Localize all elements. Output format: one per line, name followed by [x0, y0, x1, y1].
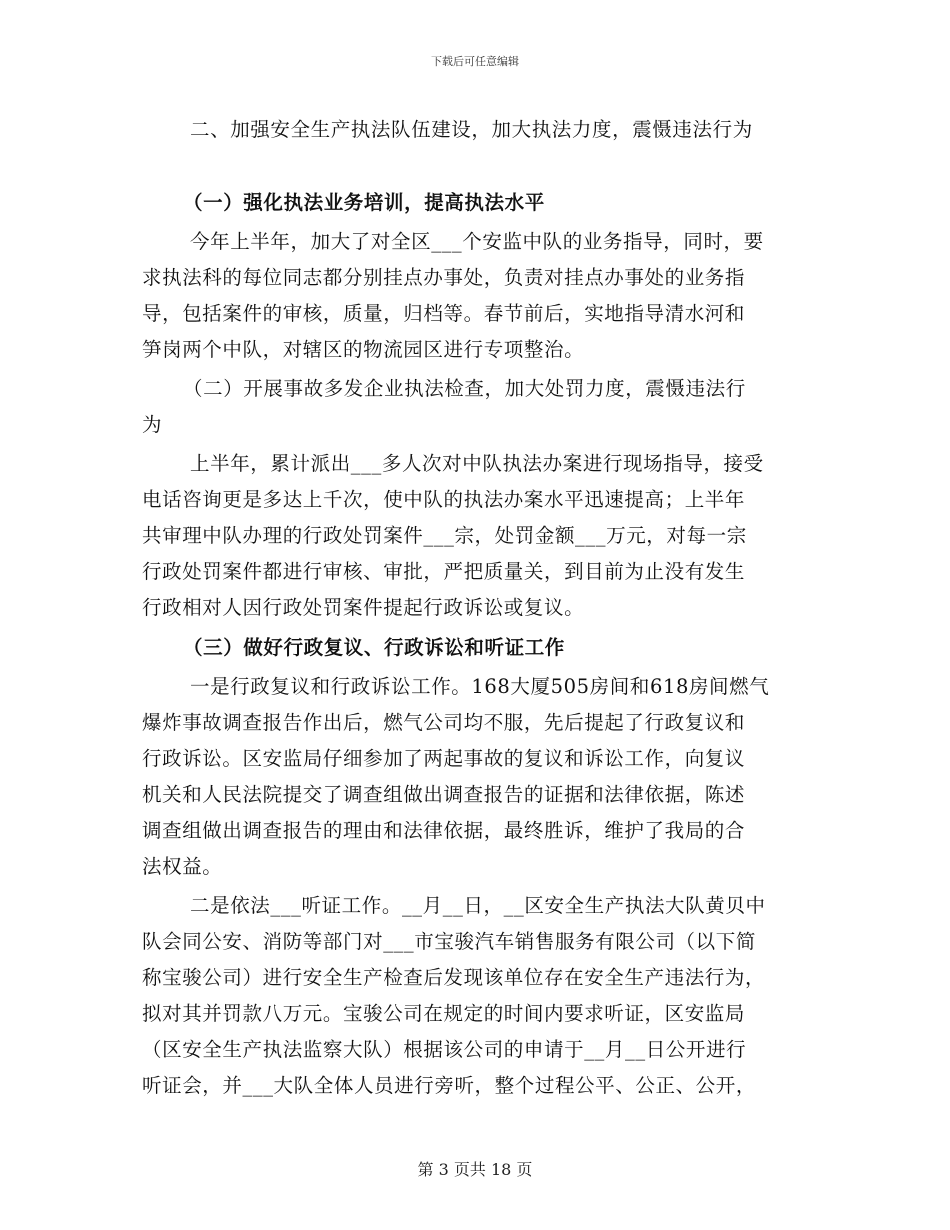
text-line: 二、加强安全生产执法队伍建设，加大执法力度，震慑违法行为	[190, 118, 753, 141]
text-line: 行政诉讼。区安监局仔细参加了两起事故的复议和诉讼工作，向复议	[142, 747, 746, 770]
text-line: 法权益。	[142, 855, 223, 878]
text-line: 爆炸事故调查报告作出后，燃气公司均不服，先后提起了行政复议和	[142, 711, 746, 734]
text-line: 调查组做出调查报告的理由和法律依据，最终胜诉，维护了我局的合	[142, 819, 746, 842]
text-line: 称宝骏公司）进行安全生产检查后发现该单位存在安全生产违法行为，	[142, 966, 766, 989]
text-line: 拟对其并罚款八万元。宝骏公司在规定的时间内要求听证，区安监局	[142, 1002, 746, 1025]
section-heading-line: （三）做好行政复议、行政诉讼和听证工作	[183, 636, 565, 659]
text-line: 行政处罚案件都进行审核、审批，严把质量关，到目前为止没有发生	[142, 560, 746, 583]
text-line: 导，包括案件的审核，质量，归档等。春节前后，实地指导清水河和	[142, 302, 746, 325]
text-line: （区安全生产执法监察大队）根据该公司的申请于__月__日公开进行	[142, 1038, 747, 1061]
text-line: （二）开展事故多发企业执法检查，加大处罚力度，震慑违法行	[183, 377, 746, 400]
text-line: 上半年，累计派出___多人次对中队执法办案进行现场指导，接受	[190, 452, 764, 475]
page-footer: 第 3 页共 18 页	[417, 1160, 533, 1179]
text-line: 二是依法___听证工作。__月__日，__区安全生产执法大队黄贝中	[190, 894, 766, 917]
text-line: 共审理中队办理的行政处罚案件___宗，处罚金额___万元，对每一宗	[142, 524, 747, 547]
text-line: 笋岗两个中队，对辖区的物流园区进行专项整治。	[142, 338, 585, 361]
text-line: 行政相对人因行政处罚案件提起行政诉讼或复议。	[142, 596, 585, 619]
text-line: 求执法科的每位同志都分别挂点办事处，负责对挂点办事处的业务指	[142, 266, 746, 289]
text-line: 电话咨询更是多达上千次，使中队的执法办案水平迅速提高；上半年	[142, 488, 746, 511]
text-line: 队会同公安、消防等部门对___市宝骏汽车销售服务有限公司（以下简	[142, 930, 756, 953]
text-line: 一是行政复议和行政诉讼工作。168大厦505房间和618房间燃气	[190, 675, 770, 698]
text-line: 今年上半年，加大了对全区___个安监中队的业务指导，同时，要	[190, 230, 764, 253]
text-line: 为	[142, 413, 163, 436]
text-line: 听证会，并___大队全体人员进行旁听，整个过程公平、公正、公开，	[142, 1074, 756, 1097]
section-heading-line: （一）强化执法业务培训，提高执法水平	[183, 191, 545, 214]
page-header: 下载后可任意编辑	[431, 55, 519, 68]
text-line: 机关和人民法院提交了调查组做出调查报告的证据和法律依据，陈述	[142, 783, 746, 806]
